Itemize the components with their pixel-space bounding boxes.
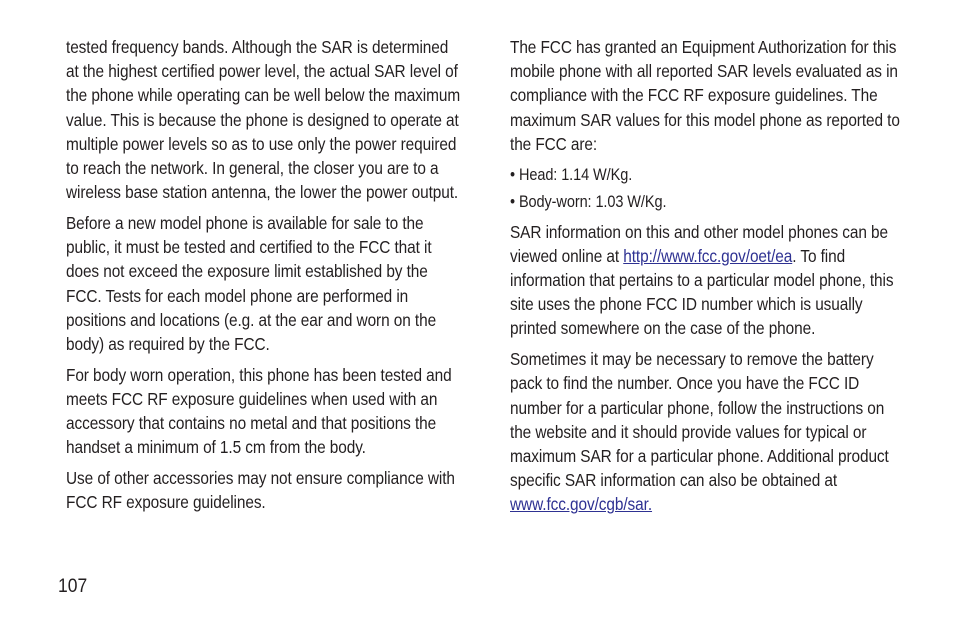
- paragraph-battery-fcc-id: [510, 347, 902, 516]
- paragraph-equipment-authorization: The FCC has granted an Equipment Authorization for this mobile phone with all reported SAR levels evaluated as in compliance with the FCC RF exposure guidelines. The maximum SAR values for this model phone as reported to the FCC are:: [510, 37, 900, 154]
- paragraph-sar-online-info: [510, 220, 902, 341]
- paragraph-sar-power-levels: tested frequency bands. Although the SAR is determined at the highest certified power level, the actual SAR level of the phone while operating can be well below the maximum value. This is because the phone is designed to operate at multiple power levels so as to use only the power required to reach the network. In general, the closer you are to a wireless base station antenna, the lower the power output.: [66, 37, 461, 203]
- paragraph-body-worn-operation: For body worn operation, this phone has been tested and meets FCC RF exposure guidelines when used with an accessory that contains no metal and that positions the handset a minimum of 1.5 cm from the body.: [66, 364, 452, 458]
- sar-info-text-continued: . To find information that pertains to a particular model phone, this site uses the phone FCC ID number which is usually printed somewhere on the case of the phone.: [510, 245, 894, 339]
- bullet-body-worn-sar: • Body-worn: 1.03 W/Kg.: [510, 192, 667, 211]
- fcc-cgb-sar-link[interactable]: www.fcc.gov/cgb/sar.: [510, 494, 653, 515]
- page-number: 107: [58, 576, 88, 597]
- fcc-oet-link[interactable]: http://www.fcc.gov/oet/ea: [623, 245, 793, 266]
- bullet-head-sar: • Head: 1.14 W/Kg.: [510, 165, 633, 184]
- paragraph-fcc-certification: Before a new model phone is available for sale to the public, it must be tested and certified to the FCC that it does not exceed the exposure limit established by the FCC. Tests for each model phone are performed in positions and locations (e.g. at the ear and worn on the body) as required by the FCC.: [66, 213, 437, 355]
- left-column: [66, 35, 460, 521]
- battery-info-text: Sometimes it may be necessary to remove the battery pack to find the number. Once you have the FCC ID number for a particular phone, follow the instructions on the website and it should provide values for typical or maximum SAR for a particular phone. Additional product specific SAR information can also be obtained at: [510, 349, 889, 491]
- sar-info-text: SAR information on this and other model phones can be viewed online at: [510, 221, 889, 266]
- right-column: [510, 35, 902, 523]
- paragraph-accessories-warning: Use of other accessories may not ensure compliance with FCC RF exposure guidelines.: [66, 468, 455, 513]
